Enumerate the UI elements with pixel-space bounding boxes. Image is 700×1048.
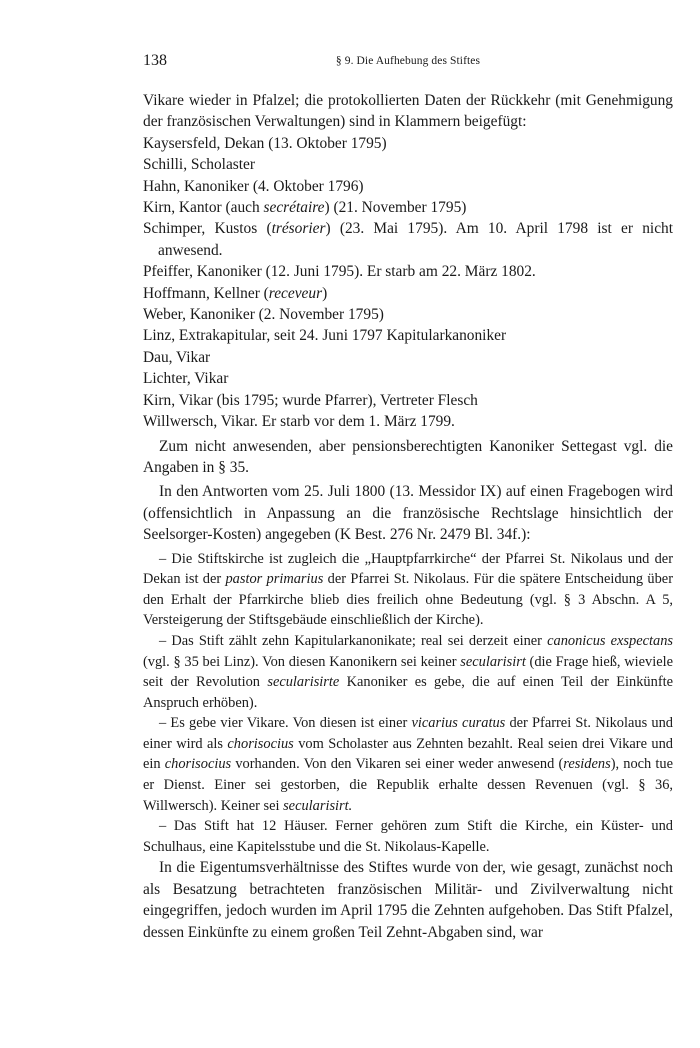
list-item: Schimper, Kustos (trésorier) (23. Mai 1795). Am 10. April 1798 ist er nicht anwesend. bbox=[143, 220, 673, 259]
antworten-paragraph: In den Antworten vom 25. Juli 1800 (13. Messidor IX) auf einen Fragebogen wird (offensichtlich in Anpassung an die französische Rechtslage hinsichtlich der Seelsorger-Kosten) angegeben (K Best. 276 Nr. 2479 Bl. 34f.): bbox=[143, 483, 673, 544]
list-item: Lichter, Vikar bbox=[143, 370, 229, 388]
list-item: Kirn, Kantor (auch secrétaire) (21. November 1795) bbox=[143, 199, 467, 217]
answer-haeuser: – Das Stift hat 12 Häuser. Ferner gehören zum Stift die Kirche, ein Küster- und Schulhaus, eine Kapitelsstube und die St. Nikolaus-Kapelle. bbox=[143, 818, 673, 855]
list-item: Dau, Vikar bbox=[143, 348, 211, 366]
answer-stiftskirche: – Die Stiftskirche ist zugleich die „Hauptpfarrkirche“ der Pfarrei St. Nikolaus und der Dekan ist der pastor primarius der Pfarrei St. Nikolaus. Für die spätere Entscheidung über den Erhalt der Pfarrkirche blieb dies freilich ohne Bedeutung (vgl. § 3 Abschn. A 5, Versteigerung der Stiftsgebäude einschließlich der Kirche). bbox=[143, 550, 673, 629]
list-item: Pfeiffer, Kanoniker (12. Juni 1795). Er starb am 22. März 1802. bbox=[143, 263, 536, 281]
list-item: Willwersch, Vikar. Er starb vor dem 1. März 1799. bbox=[143, 413, 455, 431]
list-item: Linz, Extrakapitular, seit 24. Juni 1797 Kapitularkanoniker bbox=[143, 327, 507, 345]
list-item: Schilli, Scholaster bbox=[143, 156, 255, 174]
final-paragraph: In die Eigentumsverhältnisse des Stiftes wurde von der, wie gesagt, zunächst noch als Besatzung betrachteten französischen Militär- und Zivilverwaltung nicht eingegriffen, jedoch wurden im April 1795 die Zehnten aufgehoben. Das Stift Pfalzel, dessen Einkünfte zu einem großen Teil Zehnt-Abgaben sind, war bbox=[143, 859, 673, 941]
running-head: § 9. Die Aufhebung des Stiftes bbox=[335, 55, 481, 67]
page-number: 138 bbox=[143, 52, 167, 69]
questionnaire-answers bbox=[143, 549, 673, 858]
list-item: Weber, Kanoniker (2. November 1795) bbox=[143, 306, 384, 324]
page-body bbox=[143, 90, 673, 943]
page-header bbox=[143, 52, 673, 72]
list-item: Kirn, Vikar (bis 1795; wurde Pfarrer), Vertreter Flesch bbox=[143, 391, 478, 409]
list-item: Hoffmann, Kellner (receveur) bbox=[143, 284, 328, 302]
answer-kapitularkanonikate: – Das Stift zählt zehn Kapitularkanonikate; real sei derzeit einer canonicus exspectans (vgl. § 35 bei Linz). Von diesen Kanonikern sei keiner secularisirt (die Frage hieß, wieviele seit der Revolution secularisirte Kanoniker es gebe, die auf einen Teil der Einkünfte Anspruch erhöben). bbox=[143, 632, 673, 711]
settegast-paragraph: Zum nicht anwesenden, aber pensionsberechtigten Kanoniker Settegast vgl. die Angaben in § 35. bbox=[143, 437, 673, 476]
answer-vikare: – Es gebe vier Vikare. Von diesen ist einer vicarius curatus der Pfarrei St. Nikolaus und einer wird als chorisocius vom Scholaster aus Zehnten bezahlt. Real seien drei Vikare und ein chorisocius vorhanden. Von den Vikaren sei einer weder anwesend (residens), noch tue er Dienst. Einer sei gestorben, die Republik erhalte dessen Revenuen (vgl. § 36, Willwersch). Keiner sei secularisirt. bbox=[143, 715, 674, 814]
list-item: Kaysersfeld, Dekan (13. Oktober 1795) bbox=[143, 134, 387, 152]
intro-paragraph: Vikare wieder in Pfalzel; die protokollierten Daten der Rückkehr (mit Genehmigung der französischen Verwaltungen) sind in Klammern beigefügt: bbox=[143, 92, 673, 131]
list-item: Hahn, Kanoniker (4. Oktober 1796) bbox=[143, 177, 364, 195]
canon-list bbox=[143, 133, 673, 433]
